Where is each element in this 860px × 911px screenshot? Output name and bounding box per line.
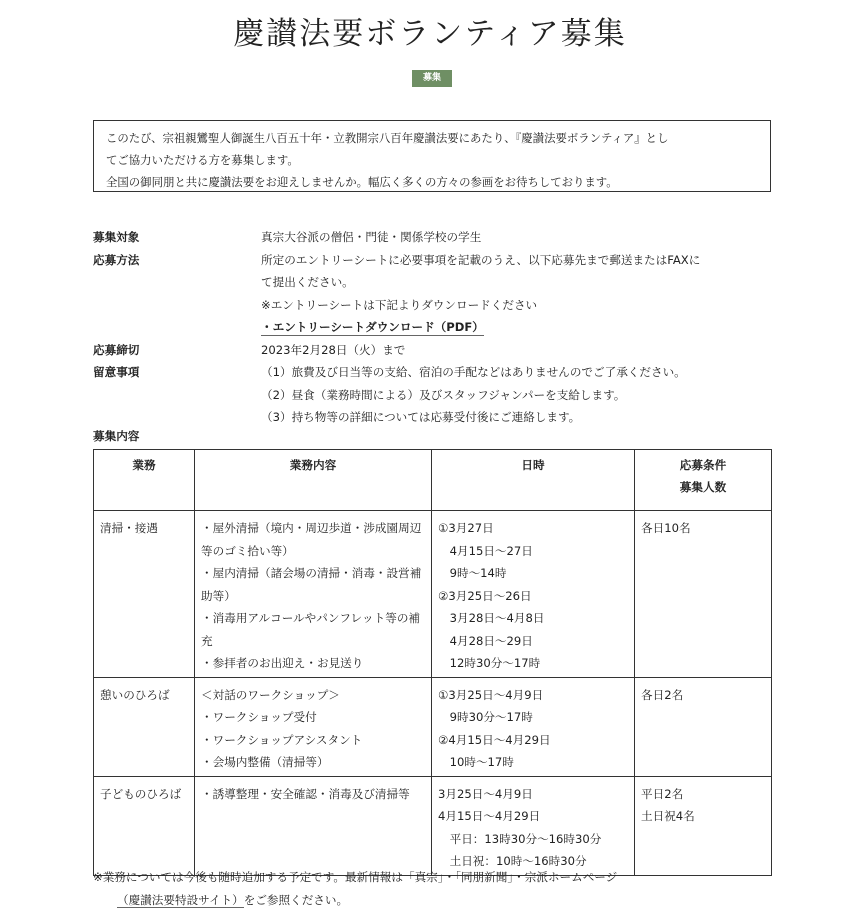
table-header-row [94,450,772,511]
content-item: ・誘導整理・安全確認・消毒及び清掃等 [201,786,410,801]
special-site-link[interactable]: （慶讃法要特設サイト） [117,892,244,907]
footnote-suffix: をご参照ください。 [243,892,349,907]
date-line: ①3月25日～4月9日 [438,687,544,702]
page-title: 慶讃法要ボランティア募集 [233,16,627,52]
content-item: ・消毒用アルコールやパンフレット等の補充 [201,611,421,648]
date-line: ②3月25日～26日 [438,588,532,603]
content-item: ・屋外清掃（境内・周辺歩道・涉成園周辺等のゴミ拾い等） [201,521,422,558]
target-value: 真宗大谷派の僧侶・門徒・関係学校の学生 [261,230,482,244]
notes-row [93,361,783,429]
people-line: 平日2名 [641,786,684,801]
table-row [94,776,772,875]
target-row [93,226,783,249]
method-line: 所定のエントリーシートに必要事項を記載のうえ、以下応募先まで郵送またはFAXに [261,252,701,267]
dates-cell [432,677,635,776]
footnote [93,866,793,911]
section-label: 募集内容 [93,429,140,443]
content-item: ・会場内整備（清掃等） [201,755,329,769]
job-cell: 憩いのひろば [94,677,195,776]
header-conditions [635,450,772,511]
intro-box [93,120,771,192]
people-cell [635,511,772,678]
header-content: 業務内容 [195,450,432,511]
date-line: 3月28日～4月8日 [438,611,545,625]
date-line: 10時～17時 [438,755,514,769]
deadline-label: 応募締切 [93,342,140,357]
header-people-label: 募集人数 [679,480,727,494]
deadline-row [93,339,783,362]
header-job: 業務 [94,450,195,511]
date-line: 土日祝：10時～16時30分 [438,854,587,868]
note-item: （3）持ち物等の詳細については応募受付後にご連絡します。 [261,410,581,424]
header-conditions-label: 応募条件 [679,458,727,472]
content-item: ・ワークショップ受付 [201,710,317,724]
dates-cell [432,511,635,678]
people-line: 各日2名 [641,687,684,702]
intro-line: てご協力いただける方を募集します。 [106,153,299,167]
job-cell: 清掃・接遇 [94,511,195,678]
target-label: 募集対象 [93,230,140,244]
content-cell [195,677,432,776]
table-row [94,511,772,678]
content-item: ・ワークショップアシスタント [201,732,363,747]
content-item: ・屋内清掃（諸会場の清掃・消毒・設営補助等） [201,566,422,603]
date-line: 4月15日～27日 [438,543,533,558]
header-dates: 日時 [432,450,635,511]
content-cell [195,776,432,875]
note-item: （2）昼食（業務時間による）及びスタッフジャンパーを支給します。 [261,387,626,402]
recruit-badge: 募集 [412,70,452,87]
content-item: ＜対話のワークショップ＞ [201,687,340,702]
intro-line: このたび、宗祖親鸞聖人御誕生八百五十年・立教開宗八百年慶讃法要にあたり、『慶讃法要ボランティア』とし [106,131,669,145]
date-line: 4月15日～4月29日 [438,809,541,823]
entry-sheet-download-link[interactable]: ・エントリーシートダウンロード（PDF） [261,320,484,334]
date-line: 3月25日～4月9日 [438,786,533,801]
method-line: ※エントリーシートは下記よりダウンロードください [261,297,538,312]
content-cell [195,511,432,678]
date-line: 12時30分～17時 [438,656,541,670]
date-line: ②4月15日～4月29日 [438,732,551,747]
job-cell: 子どものひろば [94,776,195,875]
recruit-info [93,226,783,429]
date-line: 4月28日～29日 [438,633,533,648]
footnote-line-2 [93,889,793,911]
method-label: 応募方法 [93,252,140,267]
content-item: ・参拝者のお出迎え・お見送り [201,656,364,670]
method-row [93,249,783,339]
people-line: 土日祝4名 [641,809,695,823]
intro-line: 全国の御同朋と共に慶讃法要をお迎えしませんか。幅広く多くの方々の参画をお待ちしております。 [106,175,618,189]
people-line: 各日10名 [641,521,691,535]
dates-cell [432,776,635,875]
note-item: （1）旅費及び日当等の支給、宿泊の手配などはありませんのでご了承ください。 [261,365,686,379]
date-line: 9時～14時 [438,566,507,580]
date-line: ①3月27日 [438,521,494,535]
deadline-value: 2023年2月28日（火）まで [261,342,406,357]
method-line: て提出ください。 [261,275,354,289]
table-row [94,677,772,776]
footnote-line: ※業務については今後も随時追加する予定です。最新情報は「真宗」・「同朋新聞」・宗派ホームページ [93,870,618,884]
notes-label: 留意事項 [93,365,140,379]
people-cell [635,776,772,875]
date-line: 9時30分～17時 [438,710,533,724]
date-line: 平日：13時30分～16時30分 [438,831,602,846]
jobs-table [93,449,772,876]
people-cell [635,677,772,776]
